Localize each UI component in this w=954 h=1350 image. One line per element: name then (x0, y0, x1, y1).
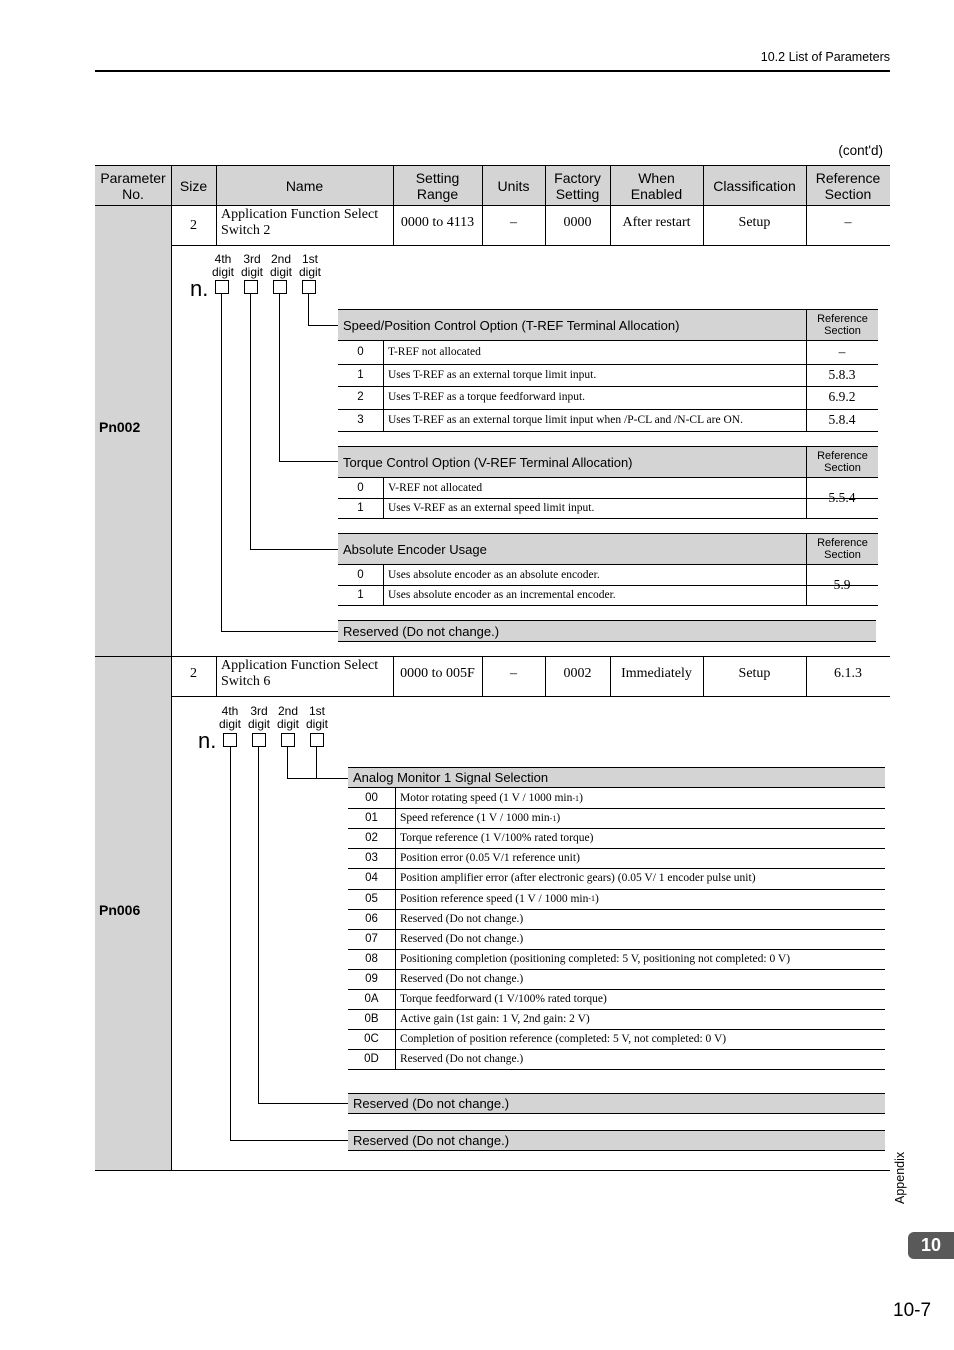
option-code: 1 (357, 502, 364, 514)
option-description: Uses absolute encoder as an incremental encoder. (388, 589, 616, 601)
pn006-digit-1st: 1st digit (305, 704, 328, 731)
option-code: 05 (365, 892, 378, 905)
option-description: Reserved (Do not change.) (400, 972, 524, 985)
pn002-digit-2nd: 2nd digit (269, 252, 292, 279)
header-size: Size (179, 177, 208, 194)
header-factory-setting: Factory Setting (554, 169, 601, 202)
option-description: Reserved (Do not change.) (400, 912, 524, 925)
chapter-badge: 10 (908, 1232, 954, 1259)
pn006-digit-4th: 4th digit (218, 704, 241, 731)
superscript: -1 (549, 813, 557, 823)
pn006-opt3-title: Reserved (Do not change.) (348, 1130, 885, 1151)
contd-label: (cont'd) (838, 143, 883, 158)
option-code: 01 (365, 812, 378, 825)
option-code: 0 (357, 569, 364, 581)
pn006-param-label: Pn006 (99, 902, 141, 918)
option-code: 08 (365, 952, 378, 965)
pn006-n-prefix: n. (198, 728, 217, 753)
pn002-param-label: Pn002 (99, 419, 141, 435)
option-description: Position amplifier error (after electronic gears) (0.05 V/ 1 encoder pulse unit) (400, 872, 756, 885)
option-ref: 6.9.2 (828, 389, 856, 405)
pn006-classification: Setup (738, 665, 771, 681)
header-rule (95, 70, 890, 72)
superscript: -1 (572, 793, 580, 803)
superscript: -1 (588, 894, 596, 904)
pn002-digit-4th: 4th digit (211, 252, 234, 279)
pn002-opt2-title: Torque Control Option (V-REF Terminal Allocation) (338, 446, 878, 478)
option-code: 3 (357, 413, 364, 426)
option-code: 0 (357, 346, 364, 359)
pn006-opt2-title: Reserved (Do not change.) (348, 1093, 885, 1114)
option-description: Motor rotating speed (1 V / 1000 min -1 ) (400, 792, 583, 805)
option-description: V-REF not allocated (388, 482, 483, 494)
option-description: Positioning completion (positioning completed: 5 V, positioning not completed: 0 V) (400, 952, 791, 965)
option-code: 1 (357, 368, 364, 381)
ref-col-rule (806, 341, 807, 431)
code-col-rule (383, 341, 384, 431)
header-units: Units (497, 177, 530, 194)
pn006-enabled: Immediately (621, 665, 692, 681)
pn006-ref: 6.1.3 (834, 665, 862, 681)
option-code: 0D (364, 1053, 379, 1066)
pn006-name: Application Function Select Switch 6 (221, 658, 379, 689)
option-code: 2 (357, 391, 364, 404)
pn002-digit-box-1 (302, 280, 316, 294)
option-code: 00 (365, 792, 378, 805)
pn006-opt1-title: Analog Monitor 1 Signal Selection (348, 767, 885, 788)
option-ref: 5.8.4 (828, 411, 856, 427)
option-code: 0C (364, 1033, 379, 1046)
option-description: Active gain (1st gain: 1 V, 2nd gain: 2 V) (400, 1013, 590, 1026)
pn002-digit-box-4 (215, 280, 229, 294)
pn002-digit-3rd: 3rd digit (240, 252, 263, 279)
option-code: 09 (365, 972, 378, 985)
option-description: Uses absolute encoder as an absolute encoder. (388, 569, 600, 581)
code-col-rule (383, 478, 384, 518)
option-description: Torque feedforward (1 V/100% rated torque) (400, 993, 607, 1006)
pn002-enabled: After restart (622, 214, 691, 230)
header-classification: Classification (713, 177, 796, 194)
pn002-classification: Setup (738, 214, 771, 230)
pn002-n-prefix: n. (190, 276, 209, 301)
code-col-rule (395, 788, 396, 1069)
option-description: Uses T-REF as an external torque limit input. (388, 368, 597, 381)
option-description: Position error (0.05 V/1 reference unit) (400, 852, 580, 865)
header-when-enabled: When Enabled (630, 169, 683, 202)
option-code: 06 (365, 912, 378, 925)
pn002-opt1-ref-header: Reference Section (806, 310, 878, 340)
option-description: Torque reference (1 V/100% rated torque) (400, 832, 594, 845)
code-col-rule (383, 565, 384, 605)
pn006-digit-box-2 (281, 733, 295, 747)
pn002-opt3-ref: 5.9 (833, 577, 851, 592)
option-description: Uses V-REF as an external speed limit input. (388, 502, 595, 514)
row-rule (338, 605, 878, 606)
option-ref: 5.8.3 (828, 366, 856, 382)
pn006-digit-2nd: 2nd digit (276, 704, 299, 731)
option-code: 0 (357, 482, 364, 494)
pn006-digit-box-3 (252, 733, 266, 747)
pn006-digit-3rd: 3rd digit (247, 704, 270, 731)
pn006-units: – (510, 665, 517, 681)
option-description: Uses T-REF as an external torque limit input when /P-CL and /N-CL are ON. (388, 413, 743, 426)
header-setting-range: Setting Range (415, 169, 460, 202)
option-description: T-REF not allocated (388, 346, 481, 359)
option-code: 02 (365, 832, 378, 845)
pn002-ref: – (844, 214, 852, 230)
pn006-digit-box-1 (310, 733, 324, 747)
pn002-opt2-ref-header: Reference Section (806, 447, 878, 477)
pn002-digit-box-2 (273, 280, 287, 294)
option-code: 1 (357, 589, 364, 601)
header-reference-section: Reference Section (815, 169, 881, 202)
pn006-size: 2 (190, 665, 197, 681)
pn002-units: – (510, 214, 517, 230)
pn002-digit-1st: 1st digit (298, 252, 321, 279)
option-code: 07 (365, 932, 378, 945)
option-ref: – (838, 344, 846, 360)
option-description: Uses T-REF as a torque feedforward input. (388, 391, 586, 404)
option-description: Completion of position reference (completed: 5 V, not completed: 0 V) (400, 1033, 727, 1046)
page-header: 10.2 List of Parameters (760, 50, 890, 64)
row-rule (338, 431, 878, 432)
pn006-digit-box-4 (223, 733, 237, 747)
pn002-range: 0000 to 4113 (400, 214, 475, 230)
option-code: 04 (365, 872, 378, 885)
option-code: 03 (365, 852, 378, 865)
pn002-digit-box-3 (244, 280, 258, 294)
pn006-factory: 0002 (563, 665, 592, 681)
pn002-opt3-title: Absolute Encoder Usage (338, 533, 878, 565)
option-description: Position reference speed (1 V / 1000 min -1 ) (400, 892, 599, 905)
row-rule (348, 1069, 885, 1070)
option-description: Speed reference (1 V / 1000 min -1 ) (400, 812, 561, 825)
option-description: Reserved (Do not change.) (400, 1053, 524, 1066)
pn002-factory: 0000 (563, 214, 592, 230)
row-rule (338, 518, 878, 519)
header-param-no: Parameter No. (100, 169, 166, 202)
option-code: 0A (364, 993, 379, 1006)
pn002-size: 2 (190, 217, 197, 233)
pn006-range: 0000 to 005F (400, 665, 475, 681)
pn002-name: Application Function Select Switch 2 (221, 207, 379, 238)
option-code: 0B (364, 1013, 379, 1026)
pn002-opt1-title: Speed/Position Control Option (T-REF Terminal Allocation) (338, 309, 878, 341)
page-number: 10-7 (893, 1300, 932, 1321)
pn002-opt3-ref-header: Reference Section (806, 534, 878, 564)
header-name: Name (285, 177, 324, 194)
pn002-opt2-ref: 5.5.4 (828, 490, 856, 505)
pn002-opt4-title: Reserved (Do not change.) (338, 620, 876, 642)
option-description: Reserved (Do not change.) (400, 932, 524, 945)
side-tab-appendix: Appendix (893, 1151, 907, 1204)
